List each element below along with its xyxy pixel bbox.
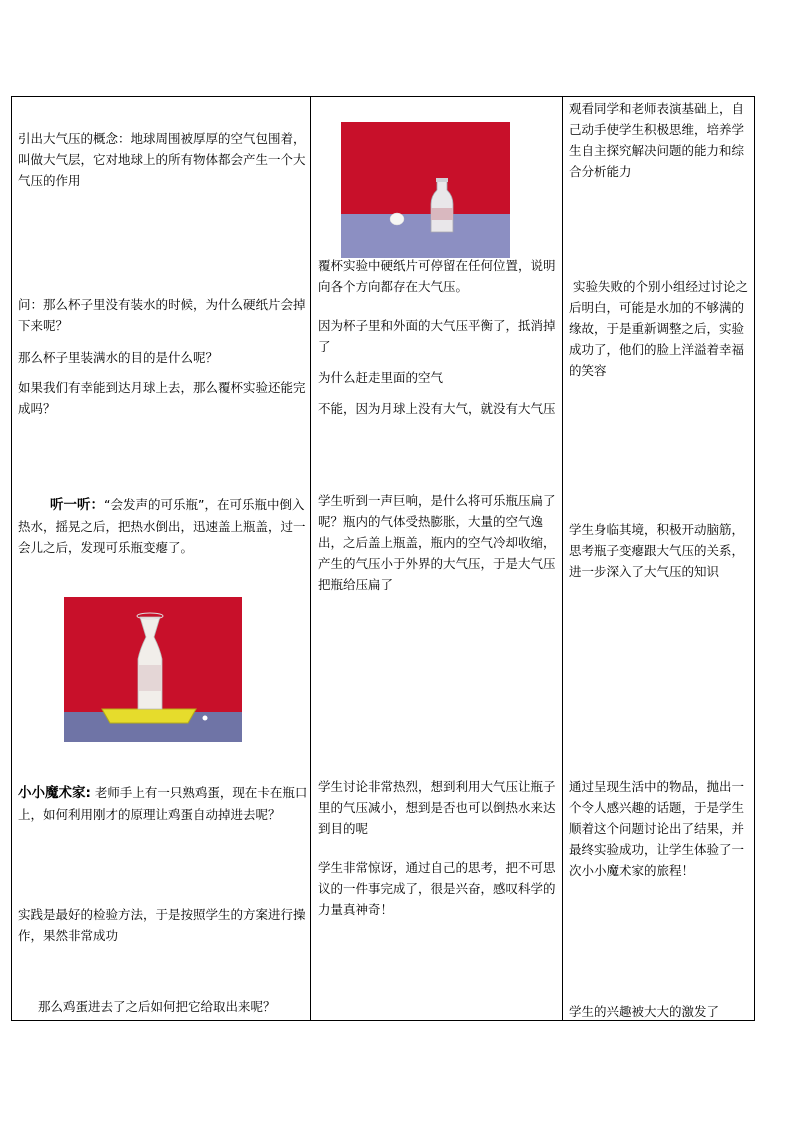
listen-title: 听一听： xyxy=(50,497,104,513)
question-text: 如果我们有幸能到达月球上去，那么覆杯实验还能完成吗？ xyxy=(18,380,306,416)
answer-text: 覆杯实验中硬纸片可停留在任何位置，说明向各个方向都存在大气压。 xyxy=(318,258,556,294)
answer-text: 因为杯子里和外面的大气压平衡了，抵消掉了 xyxy=(318,318,556,354)
bottle-experiment-illustration xyxy=(64,597,242,742)
intent-text: 学生身临其境，积极开动脑筋，思考瓶子变瘪跟大气压的关系，进一步深入了大气压的知识 xyxy=(569,522,745,579)
intent-text: 学生的兴趣被大大的激发了 xyxy=(569,1004,720,1019)
question-text: 问：那么杯子里没有装水的时候，为什么硬纸片会掉下来呢？ xyxy=(18,297,306,333)
magic-body: 老师手上有一只熟鸡蛋，现在卡在瓶口上，如何利用刚才的原理让鸡蛋自动掉进去呢？ xyxy=(18,785,308,822)
magic-title: 小小魔术家: xyxy=(18,785,91,801)
column-divider xyxy=(562,96,563,1021)
answer-text: 不能，因为月球上没有大气，就没有大气压 xyxy=(318,401,556,416)
bottle-experiment-photo xyxy=(64,597,242,742)
question-text: 那么杯子里装满水的目的是什么呢？ xyxy=(18,350,219,365)
intent-text: 通过呈现生活中的物品，抛出一个令人感兴趣的话题，于是学生顺着这个问题讨论出了结果，并最终实验成功，让学生体验了一次小小魔术家的旅程！ xyxy=(569,779,745,878)
listen-body: “会发声的可乐瓶”，在可乐瓶中倒入热水，摇晃之后，把热水倒出，迅速盖上瓶盖，过一会儿之后，发现可乐瓶变瘪了。 xyxy=(18,497,306,555)
answer-text: 学生讨论非常热烈，想到利用大气压让瓶子里的气压减小，想到是否也可以倒热水来达到目的呢 xyxy=(318,779,556,836)
intent-text: 观看同学和老师表演基础上，自己动手使学生积极思维，培养学生自主探究解决问题的能力和综合分析能力 xyxy=(569,101,745,179)
egg-bottle-illustration xyxy=(341,122,510,258)
listen-paragraph xyxy=(18,494,308,558)
closing-question: 那么鸡蛋进去了之后如何把它给取出来呢？ xyxy=(38,999,276,1014)
practice-text: 实践是最好的检验方法，于是按照学生的方案进行操作，果然非常成功 xyxy=(18,907,306,943)
answer-text: 学生非常惊讶，通过自己的思考，把不可思议的一件事完成了，很是兴奋，感叹科学的力量真神奇！ xyxy=(318,860,556,917)
intro-text: 引出大气压的概念：地球周围被厚厚的空气包围着，叫做大气层，它对地球上的所有物体都会产生一个大气压的作用 xyxy=(18,131,306,188)
magic-paragraph xyxy=(18,782,308,825)
answer-text: 学生听到一声巨响，是什么将可乐瓶压扁了呢？瓶内的气体受热膨胀，大量的空气逸出，之后盖上瓶盖，瓶内的空气冷却收缩，产生的气压小于外界的大气压，于是大气压把瓶给压扁了 xyxy=(318,493,556,592)
intent-text: 实验失败的个别小组经过讨论之后明白，可能是水加的不够满的缘故，于是重新调整之后，实验成功了，他们的脸上洋溢着幸福的笑容 xyxy=(569,279,749,378)
column-divider xyxy=(310,96,311,1021)
answer-text: 为什么赶走里面的空气 xyxy=(318,370,444,385)
egg-bottle-photo xyxy=(341,122,510,258)
